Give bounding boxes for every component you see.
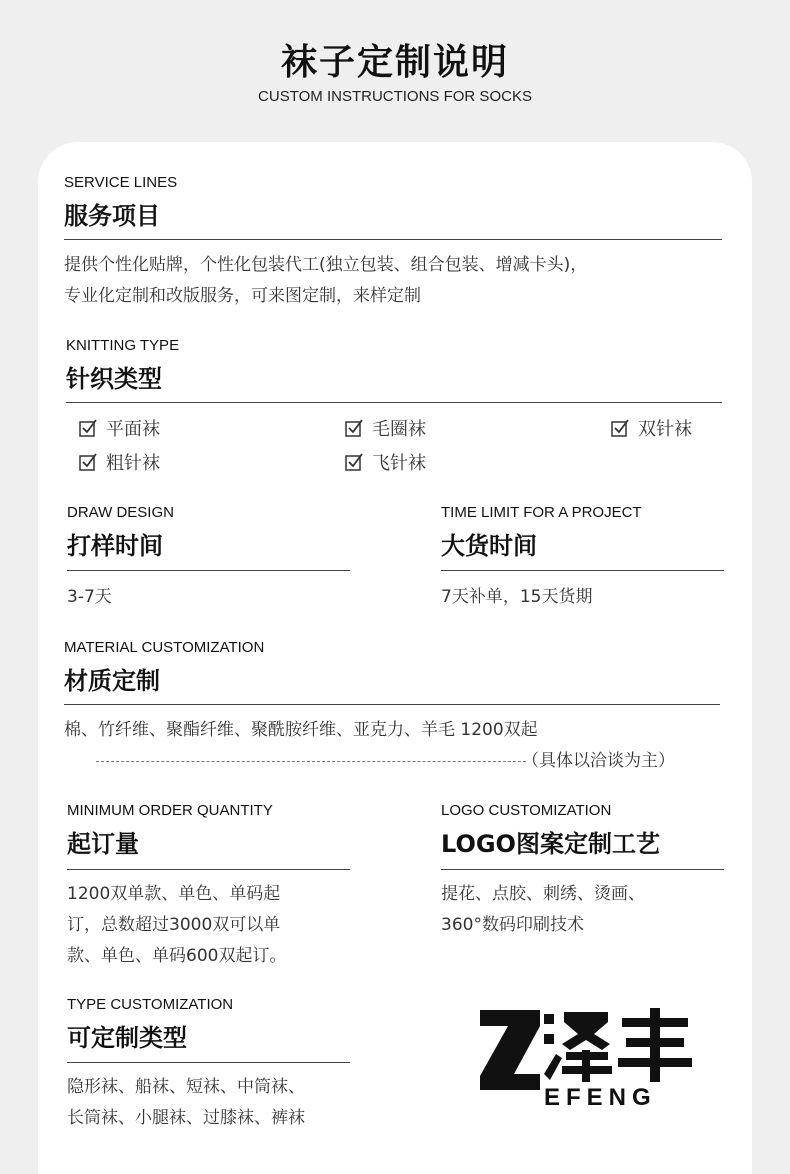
- service-title-en: SERVICE LINES: [64, 174, 178, 191]
- knitting-option-label: 毛圈袜: [372, 419, 426, 440]
- checkbox-checked-icon: [610, 418, 630, 438]
- moq-line-1: 1200双单款、单色、单码起: [67, 884, 281, 904]
- logo-custom-line-2: 360°数码印刷技术: [441, 915, 584, 935]
- material-title-en: MATERIAL CUSTOMIZATION: [64, 639, 265, 656]
- material-title-cn: 材质定制: [64, 667, 160, 695]
- service-line-1: 提供个性化贴牌，个性化包装代工(独立包装、组合包装、增减卡头)，: [64, 255, 588, 275]
- moq-divider: [67, 869, 350, 870]
- material-divider: [64, 704, 720, 705]
- time-limit-value: 7天补单，15天货期: [441, 587, 593, 607]
- material-note: （具体以洽谈为主）: [522, 751, 675, 771]
- time-limit-divider: [441, 570, 724, 571]
- knitting-option-coarse-needle: [78, 449, 160, 475]
- knitting-divider: [66, 402, 722, 403]
- material-dashed-leader: [96, 761, 526, 762]
- draw-divider: [67, 570, 350, 571]
- time-limit-title-en: TIME LIMIT FOR A PROJECT: [441, 504, 642, 521]
- knitting-option-double-needle: [610, 415, 692, 441]
- type-custom-line-2: 长筒袜、小腿袜、过膝袜、裤袜: [67, 1108, 305, 1128]
- knitting-option-label: 双针袜: [638, 419, 692, 440]
- zefeng-brand-logo: [478, 1004, 698, 1108]
- logo-custom-line-1: 提花、点胶、刺绣、烫画、: [441, 884, 645, 904]
- zefeng-logo-icon: [478, 1004, 698, 1108]
- knitting-option-flat: [78, 415, 160, 441]
- moq-title-cn: 起订量: [67, 830, 139, 858]
- type-custom-title-cn: 可定制类型: [67, 1024, 187, 1052]
- service-title-cn: 服务项目: [64, 202, 160, 230]
- service-divider: [64, 239, 722, 240]
- svg-text:EFENG: EFENG: [544, 1084, 657, 1108]
- material-line-1: 棉、竹纤维、聚酯纤维、聚酰胺纤维、亚克力、羊毛 1200双起: [64, 720, 538, 740]
- draw-title-cn: 打样时间: [67, 532, 163, 560]
- checkbox-checked-icon: [78, 452, 98, 472]
- checkbox-checked-icon: [344, 418, 364, 438]
- knitting-title-cn: 针织类型: [66, 365, 162, 393]
- moq-title-en: MINIMUM ORDER QUANTITY: [67, 802, 273, 819]
- knitting-option-terry: [344, 415, 426, 441]
- knitting-option-label: 粗针袜: [106, 453, 160, 474]
- knitting-option-fly-needle: [344, 449, 426, 475]
- logo-custom-title-cn: LOGO图案定制工艺: [441, 830, 660, 858]
- draw-value: 3-7天: [67, 587, 112, 607]
- page-subtitle: CUSTOM INSTRUCTIONS FOR SOCKS: [258, 88, 532, 105]
- time-limit-title-cn: 大货时间: [441, 532, 537, 560]
- moq-line-3: 款、单色、单码600双起订。: [67, 946, 287, 966]
- checkbox-checked-icon: [78, 418, 98, 438]
- knitting-option-label: 平面袜: [106, 419, 160, 440]
- page-title: 袜子定制说明: [280, 42, 509, 83]
- moq-line-2: 订，总数超过3000双可以单: [67, 915, 281, 935]
- service-line-2: 专业化定制和改版服务，可来图定制，来样定制: [64, 286, 421, 306]
- knitting-option-label: 飞针袜: [372, 453, 426, 474]
- knitting-title-en: KNITTING TYPE: [66, 337, 180, 354]
- logo-custom-title-en: LOGO CUSTOMIZATION: [441, 802, 612, 819]
- checkbox-checked-icon: [344, 452, 364, 472]
- draw-title-en: DRAW DESIGN: [67, 504, 174, 521]
- type-custom-title-en: TYPE CUSTOMIZATION: [67, 996, 234, 1013]
- type-custom-line-1: 隐形袜、船袜、短袜、中筒袜、: [67, 1077, 305, 1097]
- type-custom-divider: [67, 1062, 350, 1063]
- logo-custom-divider: [441, 869, 724, 870]
